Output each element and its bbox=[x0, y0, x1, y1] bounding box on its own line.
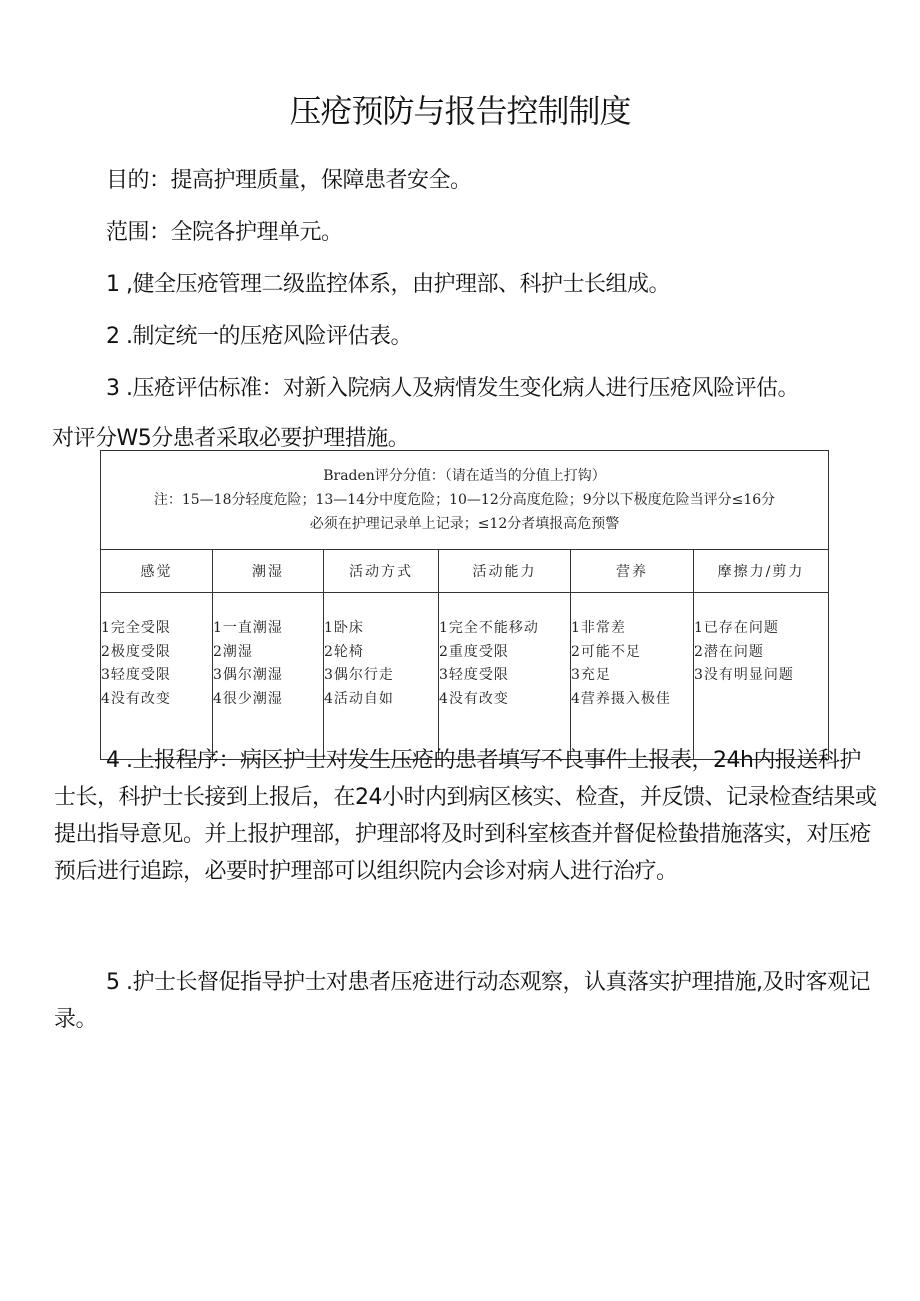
braden-caption bbox=[101, 451, 829, 550]
option-item: 4没有改变 bbox=[439, 690, 509, 707]
option-item: 1一直潮湿 bbox=[213, 620, 283, 636]
option-item: 2潜在问题 bbox=[694, 643, 764, 660]
header-mobility: 活动能力 bbox=[439, 550, 571, 593]
options-mobility bbox=[439, 593, 571, 760]
page-title: 压疮预防与报告控制制度 bbox=[289, 92, 631, 130]
option-item: 2极度受限 bbox=[101, 643, 171, 660]
header-nutrition: 营养 bbox=[571, 550, 694, 593]
option-item: 4很少潮湿 bbox=[213, 690, 283, 707]
option-item: 3偶尔潮湿 bbox=[213, 667, 283, 683]
braden-caption-line-2: 注：15—18分轻度危险；13—14分中度危险；10—12分高度危险；9分以下极度危险当评分≤16分 bbox=[153, 492, 776, 508]
option-item: 3轻度受限 bbox=[101, 667, 171, 683]
options-friction-shear bbox=[694, 593, 829, 760]
item-5-paragraph bbox=[54, 964, 880, 1038]
option-item: 3没有明显问题 bbox=[694, 667, 794, 683]
options-moisture bbox=[213, 593, 324, 760]
header-activity: 活动方式 bbox=[324, 550, 439, 593]
header-friction-shear: 摩擦力/剪力 bbox=[694, 550, 829, 593]
item-1-paragraph: 1 ,健全压疮管理二级监控体系，由护理部、科护士长组成。 bbox=[106, 272, 670, 297]
option-item: 3偶尔行走 bbox=[324, 667, 394, 683]
item-3-paragraph: 3 .压疮评估标准：对新入院病人及病情发生变化病人进行压疮风险评估。 bbox=[106, 376, 799, 401]
option-item: 2轮椅 bbox=[324, 643, 364, 660]
options-activity bbox=[324, 593, 439, 760]
option-item: 2潮湿 bbox=[213, 643, 253, 660]
item-3-continuation: 对评分W5分患者采取必要护理措施。 bbox=[52, 426, 410, 451]
item-2-paragraph: 2 .制定统一的压疮风险评估表。 bbox=[106, 324, 412, 349]
item-4-paragraph bbox=[54, 742, 880, 890]
option-item: 4活动自如 bbox=[324, 690, 394, 707]
option-item: 1卧床 bbox=[324, 620, 364, 636]
header-moisture: 潮湿 bbox=[213, 550, 324, 593]
header-sensation: 感觉 bbox=[101, 550, 213, 593]
option-item: 2重度受限 bbox=[439, 643, 509, 660]
option-item: 1已存在问题 bbox=[694, 620, 779, 636]
item-5-text: 5 .护士长督促指导护士对患者压疮进行动态观察，认真落实护理措施,及时客观记录。 bbox=[54, 970, 870, 1032]
options-sensation bbox=[101, 593, 213, 760]
option-item: 4没有改变 bbox=[101, 690, 171, 707]
item-4-text: 4 .上报程序：病区护士对发生压疮的患者填写不良事件上报表，24h内报送科护士长，科护士长接到上报后，在24小时内到病区核实、检查，并反馈、记录检查结果或提出指导意见。并上报护理部，护理部将及时到科室核查并督促检蛰措施落实，对压疮预后进行追踪，必要时护理部可以组织院内会诊对病人进行治疗。 bbox=[54, 748, 877, 884]
option-item: 4营养摄入极佳 bbox=[571, 690, 671, 707]
scope-paragraph: 范围：全院各护理单元。 bbox=[106, 220, 343, 245]
option-item: 2可能不足 bbox=[571, 643, 641, 660]
option-item: 1非常差 bbox=[571, 620, 626, 636]
option-item: 3轻度受限 bbox=[439, 667, 509, 683]
option-item: 3充足 bbox=[571, 667, 611, 683]
braden-score-table bbox=[100, 450, 829, 760]
braden-caption-line-3: 必须在护理记录单上记录；≤12分者填报高危预警 bbox=[309, 516, 620, 532]
options-nutrition bbox=[571, 593, 694, 760]
purpose-paragraph: 目的：提高护理质量，保障患者安全。 bbox=[106, 168, 472, 193]
braden-caption-line-1: Braden评分分值：（请在适当的分值上打钩） bbox=[323, 468, 606, 484]
option-item: 1完全受限 bbox=[101, 620, 171, 636]
option-item: 1完全不能移动 bbox=[439, 620, 539, 636]
